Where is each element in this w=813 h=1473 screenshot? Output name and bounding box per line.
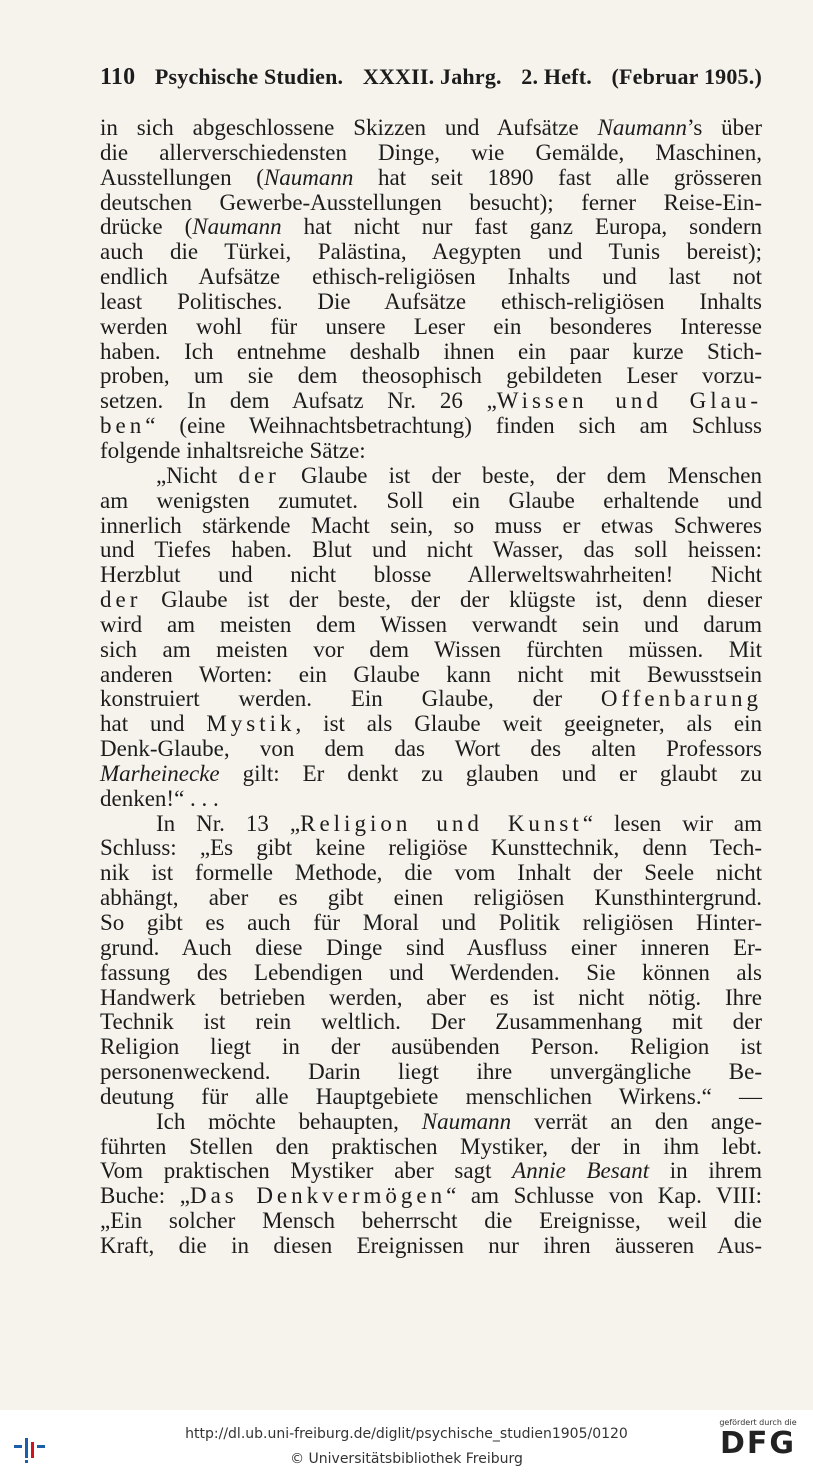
text-line [100, 663, 762, 688]
italic-name: Marheinecke [100, 760, 220, 786]
page-number: 110 [100, 64, 136, 90]
text-run: Vom praktischen Mystiker aber sagt [100, 1158, 513, 1184]
text-line [100, 911, 762, 936]
text-line [100, 489, 762, 514]
text-run: Denk-Glaube, von dem das Wort des alten Professors [100, 736, 762, 762]
text-line [100, 588, 762, 613]
text-run: konstruiert werden. Ein Glaube, der [100, 686, 601, 712]
text-line [100, 1234, 762, 1259]
text-line [100, 1184, 762, 1209]
text-run: in ihrem [649, 1158, 762, 1184]
italic-name: Annie Besant [512, 1158, 650, 1184]
spaced-emphasis: Mystik [206, 711, 296, 737]
text-run: abhängt, aber es gibt einen religiösen Kunsthintergrund. [100, 885, 762, 911]
text-run: So gibt es auch für Moral und Politik religiösen Hinter- [100, 910, 762, 935]
footer-bar [0, 1410, 813, 1473]
text-run: führten Stellen den praktischen Mystiker, der in ihm lebt. [100, 1133, 762, 1159]
text-run: endlich Aufsätze ethisch-religiösen Inhalts und last not [100, 264, 762, 290]
text-line [100, 737, 762, 762]
text-run: , ist als Glaube weit geeigneter, als ein [295, 711, 762, 737]
text-line [100, 439, 762, 464]
text-run: folgende inhaltsreiche Sätze: [100, 437, 366, 463]
text-line [100, 514, 762, 539]
text-run: die allerverschiedensten Dinge, wie Gemälde, Maschinen, [100, 139, 762, 165]
text-run: setzen. In dem Aufsatz Nr. 26 „ [100, 388, 497, 414]
text-line [100, 414, 762, 439]
text-line [100, 812, 762, 837]
journal-title: Psychische Studien. [154, 64, 344, 89]
text-run: innerlich stärkende Macht sein, so muss er etwas Schweres [100, 512, 762, 538]
text-line [100, 613, 762, 638]
text-line [100, 1035, 762, 1060]
copyright-notice: © Universitätsbibliothek Freiburg [290, 1451, 523, 1467]
text-run: „Ein solcher Mensch beherrscht die Ereignisse, weil die [100, 1208, 762, 1234]
text-run: Technik ist rein weltlich. Der Zusammenhang mit der [100, 1009, 762, 1035]
text-line [100, 265, 762, 290]
text-run: nik ist formelle Methode, die vom Inhalt der Seele nicht [100, 860, 762, 886]
text-run: Handwerk betrieben werden, aber es ist nicht nötig. Ihre [100, 984, 762, 1010]
text-line [100, 1085, 762, 1110]
dfg-logo[interactable] [713, 1418, 803, 1468]
text-run: Glaube ist der beste, der dem Menschen [279, 462, 762, 488]
text-run: personenweckend. Darin liegt ihre unvergängliche Be- [100, 1059, 762, 1085]
text-line [100, 215, 762, 240]
text-run: grund. Auch diese Dinge sind Ausfluss einer inneren Er- [100, 934, 762, 960]
text-line [100, 116, 762, 141]
text-line [100, 886, 762, 911]
text-line [100, 340, 762, 365]
text-line [100, 787, 762, 812]
text-run: drücke ( [100, 214, 193, 240]
text-line [100, 861, 762, 886]
text-line [100, 464, 762, 489]
text-run: sich am meisten vor dem Wissen fürchten müssen. Mit [100, 636, 762, 662]
text-line [100, 762, 762, 787]
source-url[interactable]: http://dl.ub.uni-freiburg.de/diglit/psychische_studien1905/0120 [185, 1426, 628, 1442]
text-run: wird am meisten dem Wissen verwandt sein und darum [100, 611, 762, 637]
text-run: anderen Worten: ein Glaube kann nicht mit Bewusstsein [100, 661, 762, 687]
spaced-emphasis: Wissen und Glau- [496, 388, 762, 414]
text-run: verrät an den ange- [511, 1108, 762, 1134]
text-line [100, 191, 762, 216]
text-run: in sich abgeschlossene Skizzen und Aufsätze [100, 115, 598, 140]
text-run: denken!“ . . . [100, 785, 219, 811]
text-line [100, 240, 762, 265]
text-line [100, 290, 762, 315]
text-run: Kraft, die in diesen Ereignissen nur ihren äusseren Aus- [100, 1232, 762, 1258]
text-run: werden wohl für unsere Leser ein besonderes Interesse [100, 313, 762, 339]
text-run: Ausstellungen ( [100, 164, 264, 190]
text-run: Glaube ist der beste, der der klügste ist, denn dieser [141, 587, 762, 613]
text-run: deutung für alle Hauptgebiete menschlichen Wirkens.“ — [100, 1083, 762, 1109]
text-run: ’s über [686, 115, 762, 140]
dfg-tagline: gefördert durch die [719, 1418, 797, 1427]
italic-name: Naumann [597, 115, 687, 140]
text-line [100, 1135, 762, 1160]
text-run: Herzblut und nicht blosse Allerweltswahrheiten! Nicht [100, 562, 762, 588]
text-run: “ lesen wir am [582, 810, 762, 836]
text-line [100, 638, 762, 663]
text-line [100, 538, 762, 563]
text-line [100, 166, 762, 191]
spaced-emphasis: Das Denkvermögen [189, 1183, 447, 1209]
text-line [100, 712, 762, 737]
text-line [100, 315, 762, 340]
dfg-wordmark: DFG [719, 1426, 797, 1461]
text-run: gilt: Er denkt zu glauben und er glaubt zu [219, 760, 762, 786]
body-text [100, 116, 762, 1259]
text-run: auch die Türkei, Palästina, Aegypten und Tunis bereist); [100, 239, 762, 265]
text-run: haben. Ich entnehme deshalb ihnen ein paar kurze Stich- [100, 338, 762, 364]
text-line [100, 563, 762, 588]
text-line [100, 1209, 762, 1234]
italic-name: Naumann [421, 1108, 512, 1134]
text-line [100, 1159, 762, 1184]
text-run: Ich möchte behaupten, [156, 1108, 422, 1134]
spaced-emphasis: Offenbarung [600, 686, 762, 712]
text-run: proben, um sie dem theosophisch gebildeten Leser vorzu- [100, 363, 762, 389]
text-line [100, 986, 762, 1011]
text-run: hat und [100, 711, 207, 737]
text-run: hat nicht nur fast ganz Europa, sondern [281, 214, 762, 240]
spaced-emphasis: der [238, 462, 280, 488]
text-line [100, 389, 762, 414]
issue-date: (Februar 1905.) [611, 64, 762, 89]
text-line [100, 936, 762, 961]
text-run: In Nr. 13 „ [156, 810, 301, 836]
volume: XXXII. Jahrg. [362, 64, 502, 89]
text-run: „Nicht [156, 462, 239, 488]
text-line [100, 1010, 762, 1035]
text-run: Religion liegt in der ausübenden Person. Religion ist [100, 1034, 762, 1060]
text-run: fassung des Lebendigen und Werdenden. Sie können als [100, 959, 762, 985]
italic-name: Naumann [263, 164, 354, 190]
text-run: “ (eine Weihnachtsbetrachtung) finden sich am Schluss [145, 413, 762, 439]
text-line [100, 364, 762, 389]
text-run: hat seit 1890 fast alle grösseren [353, 164, 762, 190]
spaced-emphasis: ben [100, 413, 146, 439]
spaced-emphasis: Religion und Kunst [300, 810, 583, 836]
running-header [100, 64, 762, 91]
text-line [100, 687, 762, 712]
text-run: “ am Schlusse von Kap. VIII: [446, 1183, 763, 1209]
italic-name: Naumann [192, 214, 282, 240]
text-run: und Tiefes haben. Blut und nicht Wasser, das soll heissen: [100, 537, 762, 563]
text-run: Buche: „ [100, 1183, 190, 1209]
text-line [100, 1060, 762, 1085]
spaced-emphasis: der [100, 587, 142, 613]
text-run: deutschen Gewerbe-Ausstellungen besucht); ferner Reise-Ein- [100, 189, 762, 215]
issue: 2. Heft. [521, 64, 592, 89]
text-run: least Politisches. Die Aufsätze ethisch-religiösen Inhalts [100, 288, 762, 314]
text-line [100, 1110, 762, 1135]
text-line [100, 836, 762, 861]
text-run: Schluss: „Es gibt keine religiöse Kunsttechnik, denn Tech- [100, 835, 762, 861]
text-run: am wenigsten zumutet. Soll ein Glaube erhaltende und [100, 487, 762, 513]
text-line [100, 141, 762, 166]
text-line [100, 961, 762, 986]
